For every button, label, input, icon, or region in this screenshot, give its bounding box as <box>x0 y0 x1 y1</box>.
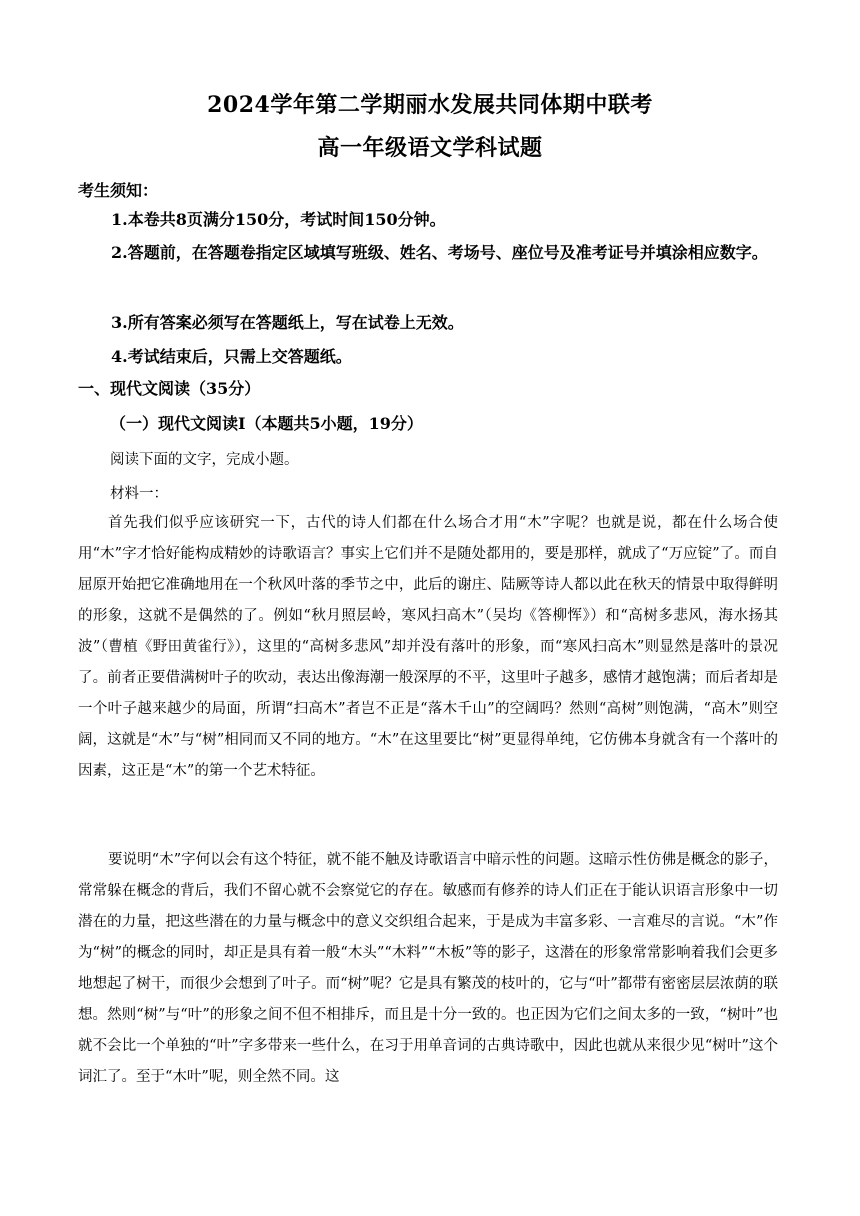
notice-item-4: 4.考试结束后，只需上交答题纸。 <box>111 347 352 366</box>
section-heading: 一、现代文阅读（35分） <box>78 379 261 398</box>
subsection-heading: （一）现代文阅读Ⅰ（本题共5小题，19分） <box>110 414 423 433</box>
material-label: 材料一： <box>110 486 168 502</box>
exam-subtitle: 高一年级语文学科试题 <box>317 135 543 161</box>
notice-item-2: 2.答题前，在答题卷指定区域填写班级、姓名、考场号、座位号及准考证号并填涂相应数字。 <box>111 243 768 262</box>
paragraph-2: 要说明“木”字何以会有这个特征，就不能不触及诗歌语言中暗示性的问题。这暗示性仿佛是概念的影子，常常躲在概念的背后，我们不留心就不会察觉它的存在。敏感而有修养的诗人们正在于能认识语言形象中一切潜在的力量，把这些潜在的力量与概念中的意义交织组合起来，于是成为丰富多彩、一言难尽的言说。“木”作为“树”的概念的同时，却正是具有着一般“木头”“木料”“木板”等的影子，这潜在的形象常常影响着我们会更多地想起了树干，而很少会想到了叶子。而“树”呢？它是具有繁茂的枝叶的，它与“叶”都带有密密层层浓荫的联想。然则“树”与“叶”的形象之间不但不相排斥，而且是十分一致的。也正因为它们之间太多的一致，“树叶”也就不会比一个单独的“叶”字多带来一些什么，在习于用单音词的古典诗歌中，因此也就从来很少见“树叶”这个词汇了。至于“木叶”呢，则全然不同。这 <box>78 852 778 1085</box>
reading-instruction: 阅读下面的文字，完成小题。 <box>110 452 299 468</box>
exam-title: 2024学年第二学期丽水发展共同体期中联考 <box>207 92 653 118</box>
notice-item-1: 1.本卷共8页满分150分，考试时间150分钟。 <box>111 210 446 229</box>
notice-heading: 考生须知： <box>78 181 159 200</box>
paragraph-1: 首先我们似乎应该研究一下，古代的诗人们都在什么场合才用“木”字呢？也就是说，都在什么场合使用“木”字才恰好能构成精妙的诗歌语言？事实上它们并不是随处都用的，要是那样，就成了“万应锭”了。而自屈原开始把它准确地用在一个秋风叶落的季节之中，此后的谢庄、陆厥等诗人都以此在秋天的情景中取得鲜明的形象，这就不是偶然的了。例如“秋月照层岭，寒风扫高木”（吴均《答柳恽》）和“高树多悲风，海水扬其波”（曹植《野田黄雀行》），这里的“高树多悲风”却并没有落叶的形象，而“寒风扫高木”则显然是落叶的景况了。前者正要借满树叶子的吹动，表达出像海潮一般深厚的不平，这里叶子越多，感情才越饱满；而后者却是一个叶子越来越少的局面，所谓“扫高木”者岂不正是“落木千山”的空阔吗？然则“高树”则饱满，“高木”则空阔，这就是“木”与“树”相同而又不同的地方。“木”在这里要比“树”更显得单纯，它仿佛本身就含有一个落叶的因素，这正是“木”的第一个艺术特征。 <box>78 515 778 779</box>
notice-item-3: 3.所有答案必须写在答题纸上，写在试卷上无效。 <box>111 313 464 332</box>
